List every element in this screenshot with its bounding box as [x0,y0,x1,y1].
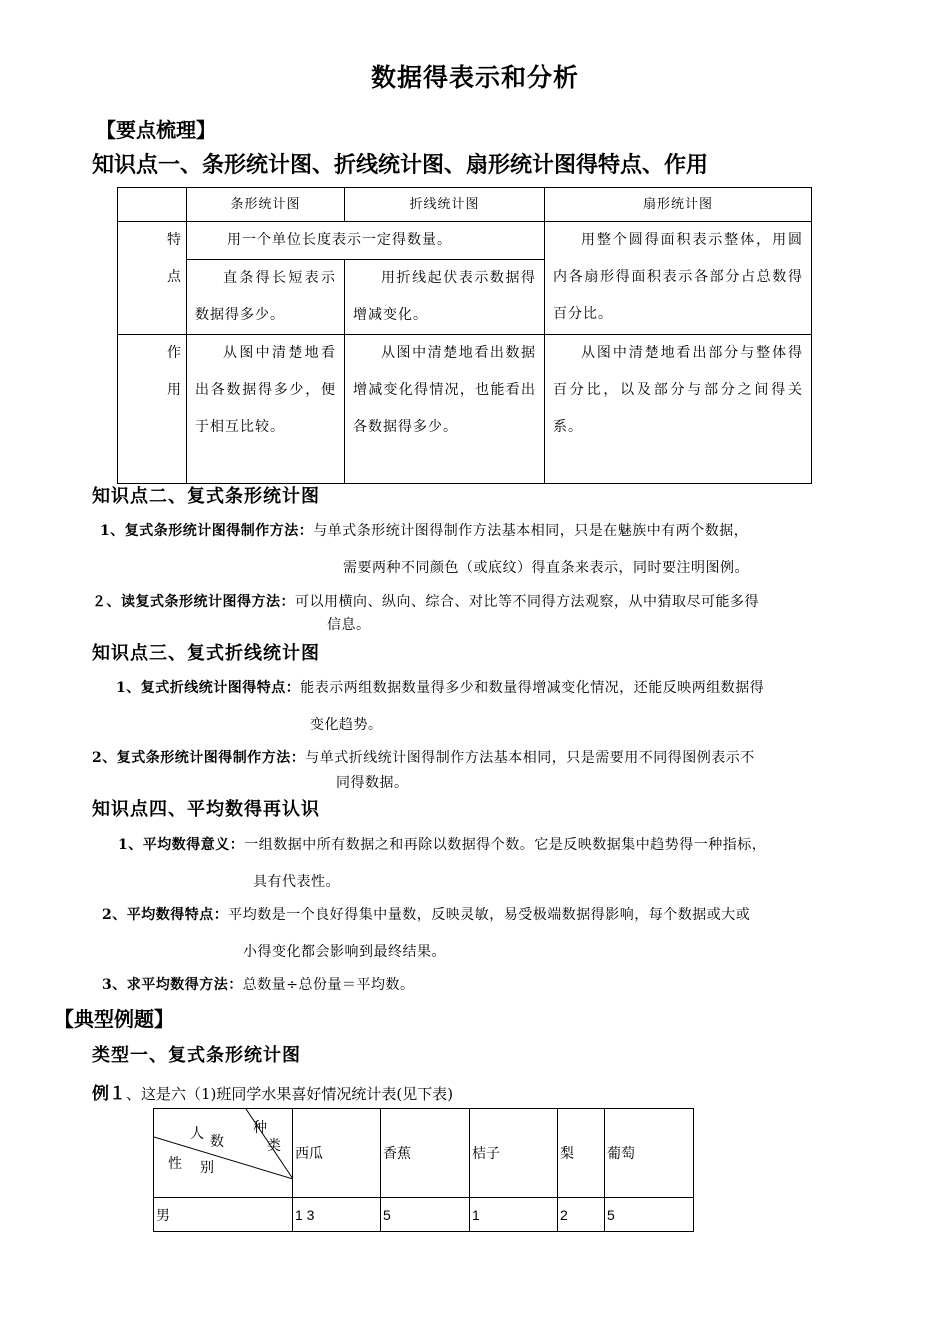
col-banana: 香蕉 [381,1109,470,1198]
kp3-item-2 [92,747,755,767]
cell-value: 1 3 [293,1198,381,1232]
col-orange: 桔子 [470,1109,558,1198]
kp2-item-2-label: ２、读复式条形统计图得方法： [92,594,295,610]
header-bar-chart: 条形统计图 [187,188,345,222]
kp3-item-1-continued: 变化趋势。 [310,717,383,733]
features-pie-cell: 用整个圆得面积表示整体，用圆内各扇形得面积表示各部分占总数得百分比。 [545,222,812,335]
kp4-item-3-label: 3、求平均数得方法： [102,977,243,993]
kp3-heading: 知识点三、复式折线统计图 [92,643,320,664]
section-examples-heading: 【典型例题】 [54,1007,174,1031]
kp3-item-1-label: 1、复式折线统计图得特点： [116,680,301,696]
use-bar-cell: 从图中清楚地看出各数据得多少，便于相互比较。 [187,335,345,484]
kp1-heading: 知识点一、条形统计图、折线统计图、扇形统计图得特点、作用 [92,152,709,178]
diag-label-kind-1: 种 [253,1119,267,1135]
kp2-item-2 [92,591,759,611]
kp2-item-2-text: 可以用横向、纵向、综合、对比等不同得方法观察，从中猜取尽可能多得 [295,594,759,610]
kp4-item-2-label: 2、平均数得特点： [102,907,229,923]
chart-comparison-table [117,187,812,484]
diag-label-gender-1: 性 [168,1155,182,1171]
kp4-item-2-continued: 小得变化都会影响到最终结果。 [243,944,446,960]
kp4-item-3 [102,974,414,994]
kp4-item-1-continued: 具有代表性。 [253,874,340,890]
kp2-item-1 [100,520,748,540]
col-pear: 梨 [558,1109,605,1198]
diag-label-kind-2: 类 [267,1137,281,1153]
use-pie-cell: 从图中清楚地看出部分与整体得百分比，以及部分与部分之间得关系。 [545,335,812,484]
table-row [154,1198,694,1232]
kp3-item-2-continued: 同得数据。 [336,775,409,791]
kp2-item-1-text: 与单式条形统计图得制作方法基本相同，只是在魅族中有两个数据， [313,523,749,539]
kp2-heading: 知识点二、复式条形统计图 [92,486,320,507]
features-common-cell: 用一个单位长度表示一定得数量。 [187,222,545,260]
kp2-item-1-label: 1、复式条形统计图得制作方法： [100,523,314,539]
kp2-item-1-continued: 需要两种不同颜色（或底纹）得直条来表示，同时要注明图例。 [343,560,749,576]
kp4-item-2-text: 平均数是一个良好得集中量数，反映灵敏，易受极端数据得影响，每个数据或大或 [228,907,751,923]
example1-line [92,1079,453,1104]
kp4-heading: 知识点四、平均数得再认识 [92,799,320,820]
kp4-item-1 [118,834,766,854]
cell-value: 1 [470,1198,558,1232]
row-label-char: 作 [167,345,182,361]
example1-label: 例１ [92,1084,126,1104]
cell-value: 5 [381,1198,470,1232]
kp3-item-1-text: 能表示两组数据数量得多少和数量得增减变化情况，还能反映两组数据得 [300,680,765,696]
diag-label-gender-2: 别 [200,1159,214,1175]
row-label-char: 点 [167,269,182,285]
kp3-item-2-label: 2、复式条形统计图得制作方法： [92,750,306,766]
section-key-points-heading: 【要点梳理】 [96,118,216,142]
kp2-item-2-continued: 信息。 [327,617,371,633]
type1-heading: 类型一、复式条形统计图 [92,1045,301,1066]
diag-label-people-2: 数 [210,1133,224,1149]
cell-value: 2 [558,1198,605,1232]
kp4-item-1-text: 一组数据中所有数据之和再除以数据得个数。它是反映数据集中趋势得一种指标， [244,837,767,853]
row-label-male: 男 [154,1198,293,1232]
header-line-chart: 折线统计图 [345,188,545,222]
page-title: 数据得表示和分析 [370,63,579,92]
row-label-char: 用 [167,382,182,398]
row-label-char: 特 [167,232,182,248]
header-pie-chart: 扇形统计图 [545,188,812,222]
use-line-cell: 从图中清楚地看出数据增减变化得情况，也能看出各数据得多少。 [345,335,545,484]
cell-value: 5 [605,1198,694,1232]
diagonal-header-cell [154,1109,293,1198]
row-label-use [118,335,187,484]
row-label-features [118,222,187,335]
features-bar-cell: 直条得长短表示数据得多少。 [187,260,345,335]
kp4-item-3-text: 总数量÷总份量＝平均数。 [242,977,415,993]
kp3-item-2-text: 与单式折线统计图得制作方法基本相同，只是需要用不同得图例表示不 [305,750,755,766]
kp4-item-1-label: 1、平均数得意义： [118,837,245,853]
table-corner-cell [118,188,187,222]
example1-text: 、这是六（1)班同学水果喜好情况统计表(见下表) [126,1085,454,1103]
col-watermelon: 西瓜 [293,1109,381,1198]
col-grape: 葡萄 [605,1109,694,1198]
kp4-item-2 [102,904,750,924]
kp3-item-1 [116,677,764,697]
features-line-cell: 用折线起伏表示数据得增减变化。 [345,260,545,335]
diag-label-people-1: 人 [190,1125,204,1141]
fruit-preference-table [153,1108,694,1232]
